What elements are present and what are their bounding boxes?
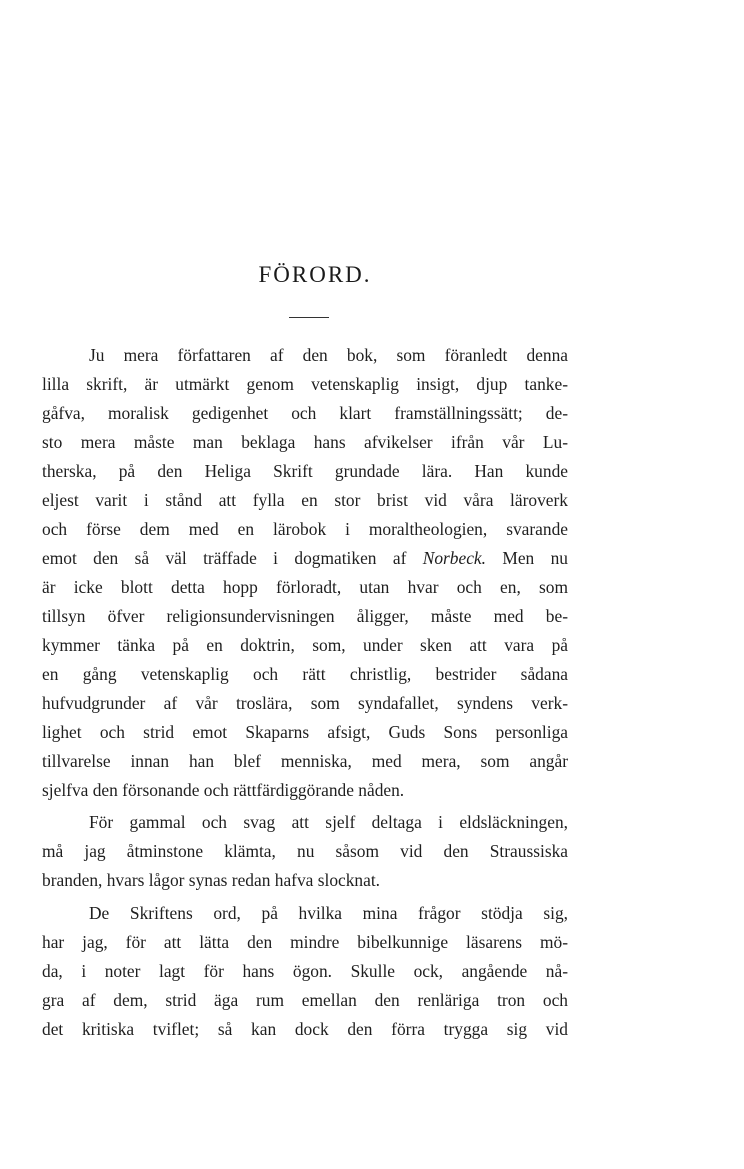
paragraph-1-line-2: lilla skrift, är utmärkt genom vetenskaplig insigt, djup tanke- xyxy=(42,374,568,394)
paragraph-1-line-4: sto mera måste man beklaga hans afvikelser ifrån vår Lu- xyxy=(42,432,568,452)
paragraph-1-line-5: therska, på den Heliga Skrift grundade lära. Han kunde xyxy=(42,461,568,481)
paragraph-1-line-11: kymmer tänka på en doktrin, som, under sken att vara på xyxy=(42,635,568,655)
paragraph-1-line-9: är icke blott detta hopp förloradt, utan hvar och en, som xyxy=(42,577,568,597)
paragraph-3-line-2: har jag, för att lätta den mindre bibelkunnige läsarens mö- xyxy=(42,932,568,952)
paragraph-2-line-1: För gammal och svag att sjelf deltaga i eldsläckningen, xyxy=(89,812,568,832)
paragraph-1-line-15: tillvarelse innan han blef menniska, med mera, som angår xyxy=(42,751,568,771)
line-text: Men nu xyxy=(486,548,568,568)
author-name-norbeck: Norbeck. xyxy=(422,548,486,568)
paragraph-2-line-2: må jag åtminstone klämta, nu såsom vid den Straussiska xyxy=(42,841,568,861)
paragraph-1-line-13: hufvudgrunder af vår troslära, som syndafallet, syndens verk- xyxy=(42,693,568,713)
paragraph-1-line-10: tillsyn öfver religionsundervisningen åligger, måste med be- xyxy=(42,606,568,626)
paragraph-1-line-12: en gång vetenskaplig och rätt christlig, bestrider sådana xyxy=(42,664,568,684)
paragraph-3-line-3: da, i noter lagt för hans ögon. Skulle ock, angående nå- xyxy=(42,961,568,981)
paragraph-2-line-3: branden, hvars lågor synas redan hafva slocknat. xyxy=(42,870,381,890)
paragraph-1-line-8 xyxy=(42,548,568,568)
paragraph-1-line-14: lighet och strid emot Skaparns afsigt, Guds Sons personliga xyxy=(42,722,568,742)
title-divider xyxy=(289,317,329,318)
paragraph-1-line-16: sjelfva den försonande och rättfärdiggörande nåden. xyxy=(42,780,405,800)
line-text: emot den så väl träffade i dogmatiken af xyxy=(42,548,423,568)
paragraph-3-line-5: det kritiska tviflet; så kan dock den förra trygga sig vid xyxy=(42,1019,568,1039)
paragraph-1-line-7: och förse dem med en lärobok i moraltheologien, svarande xyxy=(42,519,568,539)
paragraph-1-line-6: eljest varit i stånd att fylla en stor brist vid våra läroverk xyxy=(42,490,568,510)
paragraph-3-line-4: gra af dem, strid äga rum emellan den renläriga tron och xyxy=(42,990,568,1010)
paragraph-3-line-1: De Skriftens ord, på hvilka mina frågor stödja sig, xyxy=(89,903,568,923)
paragraph-1-line-1: Ju mera författaren af den bok, som föranledt denna xyxy=(89,345,568,365)
page-title: FÖRORD. xyxy=(258,262,372,287)
paragraph-1-line-3: gåfva, moralisk gedigenhet och klart framställningssätt; de- xyxy=(42,403,568,423)
